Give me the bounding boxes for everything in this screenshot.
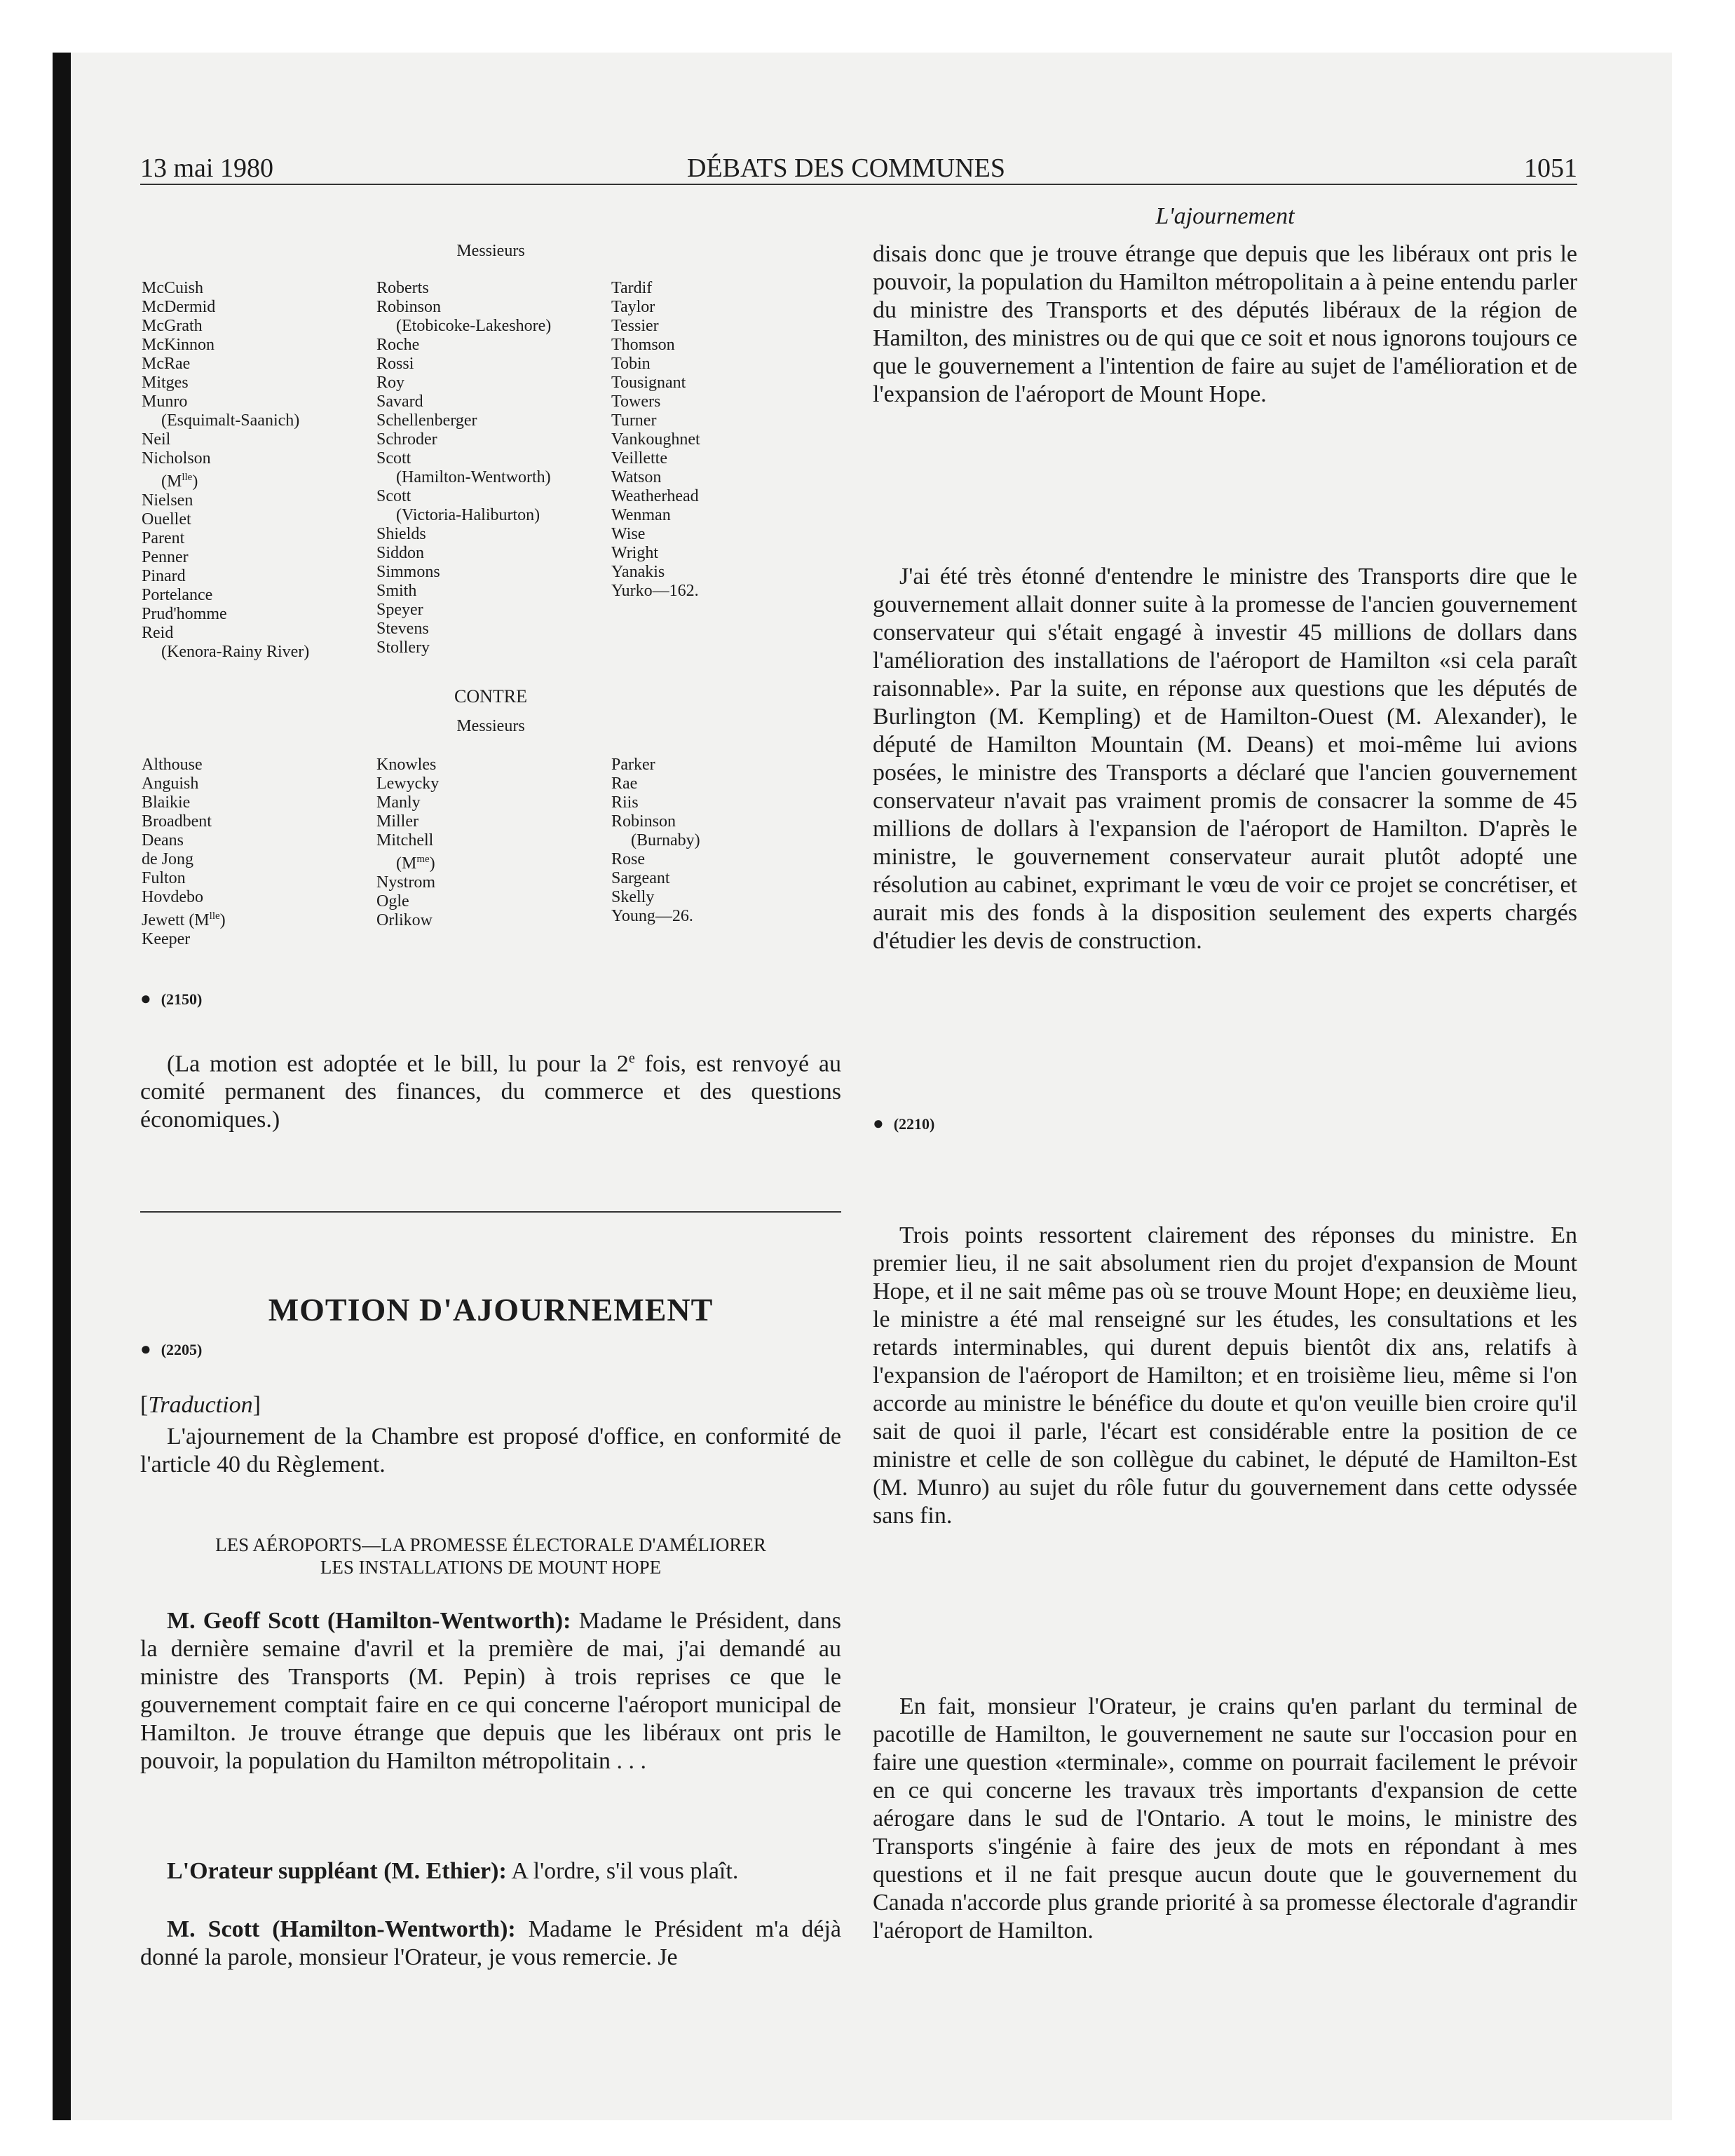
messieurs-label: Messieurs <box>456 242 525 260</box>
member-name: Smith <box>376 582 417 600</box>
member-name: Ogle <box>376 892 409 910</box>
member-name: Wise <box>611 525 646 543</box>
right-paragraph-2: J'ai été très étonné d'entendre le ministre des Transports dire que le gouvernement allait donner suite à la promesse de l'ancien gouvernement conservateur qui s'était engagé à investir 45 millions de dollars dans l'amélioration des installations de l'aéroport de Hamilton «si cela paraît raisonnable». Par la suite, en réponse aux questions que les députés de Burlington (M. Kempling) et de Hamilton-Ouest (M. Alexander), le député de Hamilton Mountain (M. Deans) et moi-même lui avions posées, le ministre des Transports a déclaré que l'ancien gouvernement conservateur n'avait pas vraiment promis de consacrer la somme de 45 millions de dollars à l'expansion de l'aéroport de Hamilton. D'après le ministre, le gouvernement conservateur aurait plutôt adopté une résolution au cabinet, exprimant le vœu de voir ce projet se concrétiser, et aurait mis des fonds à la disposition seulement des experts chargés d'étudier les devis de construction. <box>873 564 1577 954</box>
member-name: Keeper <box>142 930 191 948</box>
time-marker-2150: ● (2150) <box>140 988 203 1009</box>
member-name: Neil <box>142 430 171 449</box>
member-name: Mitges <box>142 374 189 392</box>
traduction-label: [Traduction] <box>140 1392 261 1418</box>
member-name: Parker <box>611 756 655 774</box>
adjournment-paragraph: L'ajournement de la Chambre est proposé d'office, en conformité de l'article 40 du Règlement. <box>140 1424 841 1478</box>
member-name: Knowles <box>376 756 437 774</box>
member-name: Rossi <box>376 355 414 373</box>
member-name: Wright <box>611 544 659 562</box>
member-name: Roberts <box>376 279 429 297</box>
member-name: Weatherhead <box>611 487 699 505</box>
member-name: Broadbent <box>142 812 212 831</box>
member-name: Schroder <box>376 430 437 449</box>
member-name: (Kenora-Rainy River) <box>161 643 310 661</box>
member-name: (Esquimalt-Saanich) <box>161 411 300 430</box>
section-title: MOTION D'AJOURNEMENT <box>268 1292 714 1328</box>
member-name: Scott <box>376 449 411 468</box>
member-name: Roche <box>376 336 420 354</box>
member-name: McDermid <box>142 298 216 316</box>
member-name: Fulton <box>142 869 186 887</box>
member-name: Althouse <box>142 756 203 774</box>
member-name: Siddon <box>376 544 425 562</box>
vote-list-pour-col3 <box>611 279 843 601</box>
member-name: Pinard <box>142 567 186 585</box>
speaker-name: M. Geoff Scott (Hamilton-Wentworth): <box>167 1608 571 1634</box>
member-name: Hovdebo <box>142 888 203 906</box>
scott-intervention: M. Geoff Scott (Hamilton-Wentworth): Madame le Président, dans la dernière semaine d'avril et la première de mai, j'ai demandé au ministre des Transports (M. Pepin) à trois reprises ce que le gouvernement comptait faire en ce qui concerne l'aéroport municipal de Hamilton. Je trouve étrange que depuis que les libéraux ont pris le pouvoir, la population du Hamilton métropolitain . . . <box>140 1608 841 1774</box>
member-name: Watson <box>611 468 662 486</box>
member-name: Prud'homme <box>142 605 227 623</box>
member-name: Thomson <box>611 336 675 354</box>
member-name: Turner <box>611 411 657 430</box>
member-name: Taylor <box>611 298 655 316</box>
member-name: Robinson <box>611 812 676 831</box>
motion-result-paragraph: (La motion est adoptée et le bill, lu pour la 2e fois, est renvoyé au comité permanent des finances, du commerce et des questions économiques.) <box>140 1051 841 1133</box>
member-name: Nicholson <box>142 449 211 468</box>
member-name: (Hamilton-Wentworth) <box>396 468 551 486</box>
member-name: Miller <box>376 812 419 831</box>
member-name: Robinson <box>376 298 442 316</box>
vote-list-contre-col2 <box>376 756 608 930</box>
time-marker-2210: ● (2210) <box>873 1113 935 1133</box>
member-name: Wenman <box>611 506 671 524</box>
member-name: $(M^{lle})$ <box>161 472 198 491</box>
binding-edge <box>53 53 71 2120</box>
member-name: Munro <box>142 393 188 411</box>
header-title: DÉBATS DES COMMUNES <box>687 153 1005 183</box>
header-date: 13 mai 1980 <box>140 153 273 183</box>
member-name: Nielsen <box>142 491 193 510</box>
member-name: Jewett $(M^{lle})$ <box>142 910 226 929</box>
member-name: Nystrom <box>376 873 435 892</box>
right-paragraph-1: disais donc que je trouve étrange que depuis que les libéraux ont pris le pouvoir, la population du Hamilton métropolitain a à peine entendu parler du ministre des Transports et des députés libéraux de la région de Hamilton, des ministres ou de qui que ce soit et nous ignorons toujours ce que le gouvernement a l'intention de faire au sujet de l'amélioration et de l'expansion de l'aéroport de Mount Hope. <box>873 241 1577 407</box>
member-name: Yanakis <box>611 563 665 581</box>
member-name: Simmons <box>376 563 440 581</box>
member-name: Schellenberger <box>376 411 477 430</box>
speaker-name: M. Scott (Hamilton-Wentworth): <box>167 1916 516 1942</box>
speaker-name: L'Orateur suppléant (M. Ethier): <box>167 1858 507 1884</box>
member-name: Skelly <box>611 888 655 906</box>
member-name: Anguish <box>142 775 199 793</box>
member-name: Sargeant <box>611 869 670 887</box>
member-name: Orlikow <box>376 911 433 929</box>
member-name: McRae <box>142 355 191 373</box>
member-name: Penner <box>142 548 189 566</box>
member-name: (Etobicoke-Lakeshore) <box>396 317 552 335</box>
member-name: Towers <box>611 393 661 411</box>
member-name: Roy <box>376 374 405 392</box>
member-name: Rose <box>611 850 645 868</box>
member-name: Parent <box>142 529 185 547</box>
member-name: Manly <box>376 793 421 812</box>
member-name: Rae <box>611 775 638 793</box>
member-name: Yurko—162. <box>611 582 699 600</box>
vote-list-contre-col3 <box>611 756 843 926</box>
member-name: (Victoria-Haliburton) <box>396 506 540 524</box>
member-name: Young—26. <box>611 907 693 925</box>
member-name: Tousignant <box>611 374 686 392</box>
member-name: Savard <box>376 393 423 411</box>
member-name: Riis <box>611 793 639 812</box>
member-name: Deans <box>142 831 184 850</box>
member-name: Mitchell <box>376 831 434 850</box>
member-name: Speyer <box>376 601 423 619</box>
vote-list-pour-col2 <box>376 279 608 657</box>
messieurs-label-2: Messieurs <box>456 717 525 735</box>
running-head: L'ajournement <box>1155 203 1295 229</box>
member-name: Reid <box>142 624 174 642</box>
member-name: McKinnon <box>142 336 215 354</box>
orateur-intervention: L'Orateur suppléant (M. Ethier): A l'ordre, s'il vous plaît. <box>167 1858 739 1884</box>
member-name: Blaikie <box>142 793 191 812</box>
member-name: Stollery <box>376 639 430 657</box>
right-paragraph-3: Trois points ressortent clairement des réponses du ministre. En premier lieu, il ne sait absolument rien du projet d'expansion de Mount Hope, et il ne sait même pas où se trouve Mount Hope; en deuxième lieu, le ministre a été mal renseigné sur les études, les consultations et les retards interminables, qui durent depuis bientôt dix ans, relatifs à l'expansion de l'aéroport de Hamilton; et en troisième lieu, même si l'on accorde au ministre le bénéfice du doute et qu'on veuille bien croire qu'il sait de quoi il parle, l'écart est considérable entre la position de ce ministre et celle de son collègue du cabinet, le député de Hamilton-Est (M. Munro) au sujet du rôle futur du gouvernement dans cette odyssée sans fin. <box>873 1222 1577 1529</box>
member-name: Portelance <box>142 586 213 604</box>
member-name: $(M^{me})$ <box>396 854 435 873</box>
debate-subheading: LES AÉROPORTS—LA PROMESSE ÉLECTORALE D'AMÉLIORER LES INSTALLATIONS DE MOUNT HOPE <box>215 1534 766 1578</box>
header-page-number: 1051 <box>1524 153 1577 183</box>
header-rule <box>140 184 1577 185</box>
member-name: Tardif <box>611 279 653 297</box>
member-name: Scott <box>376 487 411 505</box>
vote-list-pour-col1 <box>142 279 373 662</box>
right-paragraph-4: En fait, monsieur l'Orateur, je crains qu'en parlant du terminal de pacotille de Hamilton, le gouvernement ne saute sur l'occasion pour en faire une question «terminale», comme on pourrait facilement le prévoir en ce qui concerne les travaux très importants d'expansion de cette aérogare dans le sud de l'Ontario. A tout le moins, le ministre des Transports s'ingénie à faire des jeux de mots en répondant à mes questions et il ne fait presque aucun doute que le gouvernement du Canada n'accorde plus grande priorité à sa promesse électorale d'agrandir l'aéroport de Hamilton. <box>873 1693 1577 1944</box>
vote-list-contre-col1 <box>142 756 373 949</box>
contre-label: CONTRE <box>454 686 527 707</box>
section-rule <box>140 1211 841 1213</box>
member-name: de Jong <box>142 850 193 868</box>
member-name: Tobin <box>611 355 651 373</box>
member-name: Ouellet <box>142 510 191 528</box>
member-name: McCuish <box>142 279 204 297</box>
member-name: Lewycky <box>376 775 440 793</box>
member-name: Veillette <box>611 449 667 468</box>
member-name: Shields <box>376 525 426 543</box>
scott-second-intervention: M. Scott (Hamilton-Wentworth): Madame le Président m'a déjà donné la parole, monsieur l'Orateur, je vous remercie. Je <box>140 1916 841 1970</box>
time-marker-2205: ● (2205) <box>140 1339 203 1359</box>
member-name: (Burnaby) <box>631 831 700 850</box>
member-name: Tessier <box>611 317 659 335</box>
member-name: Vankoughnet <box>611 430 700 449</box>
member-name: McGrath <box>142 317 203 335</box>
member-name: Stevens <box>376 620 429 638</box>
